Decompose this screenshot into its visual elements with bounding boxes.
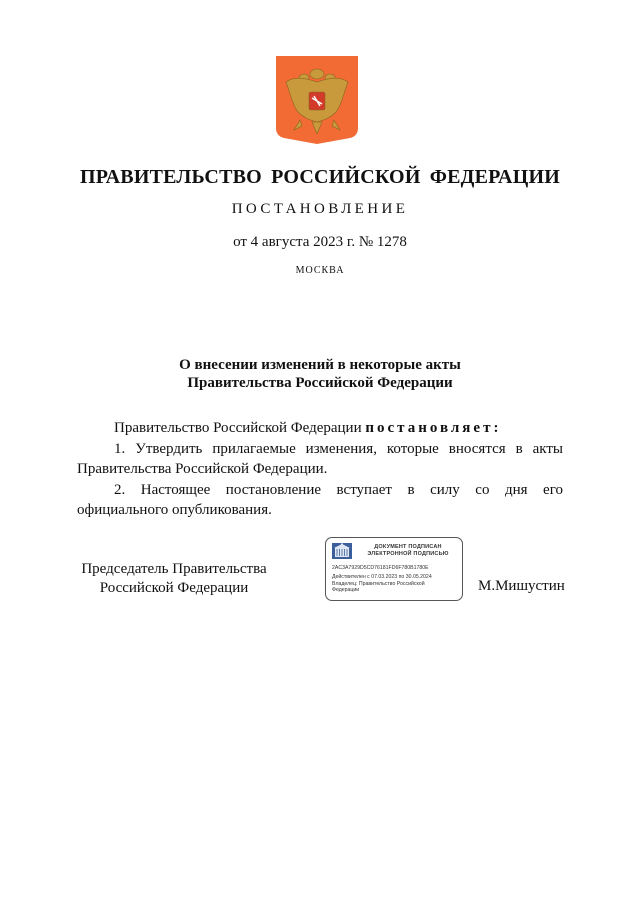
esign-owner-2: Федерации [332, 587, 360, 593]
decree-verb: постановляет: [365, 420, 502, 436]
chair-line-1: Председатель Правительства [81, 561, 267, 577]
document-date-number: от 4 августа 2023 г. № 1278 [233, 234, 407, 250]
document-subject [0, 356, 640, 392]
signatory-name: М.Мишустин [478, 578, 565, 594]
subject-line-1: О внесении изменений в некоторые акты [179, 357, 461, 373]
intro-text: Правительство Российской Федерации [114, 420, 366, 436]
government-title: ПРАВИТЕЛЬСТВО РОССИЙСКОЙ ФЕДЕРАЦИИ [80, 166, 560, 188]
esign-serial: 2AC3A7929D5CD76181FD6F780B1780E [332, 565, 429, 571]
coat-of-arms-icon [276, 56, 358, 144]
subject-line-2: Правительства Российской Федерации [187, 375, 453, 391]
esign-title-1: ДОКУМЕНТ ПОДПИСАН [374, 544, 442, 550]
esign-owner-1: Владелец: Правительство Российской [332, 581, 425, 587]
item-1: 1. Утвердить прилагаемые изменения, которые вносятся в акты Правительства Российской Федерации. [77, 440, 563, 477]
esign-valid: Действителен с 07.03.2023 по 30.05.2024 [332, 574, 432, 580]
electronic-signature-stamp [325, 537, 463, 601]
esign-title [356, 544, 460, 558]
chairman-title [77, 560, 271, 598]
document-body [77, 418, 563, 521]
item-2: 2. Настоящее постановление вступает в силу со дня его официального опубликования. [77, 481, 563, 518]
document-type: ПОСТАНОВЛЕНИЕ [231, 201, 409, 217]
government-building-icon [332, 543, 352, 559]
chair-line-2: Российской Федерации [99, 580, 249, 596]
esign-title-2: ЭЛЕКТРОННОЙ ПОДПИСЬЮ [367, 551, 449, 557]
city: МОСКВА [295, 265, 345, 276]
intro-paragraph [77, 418, 563, 439]
